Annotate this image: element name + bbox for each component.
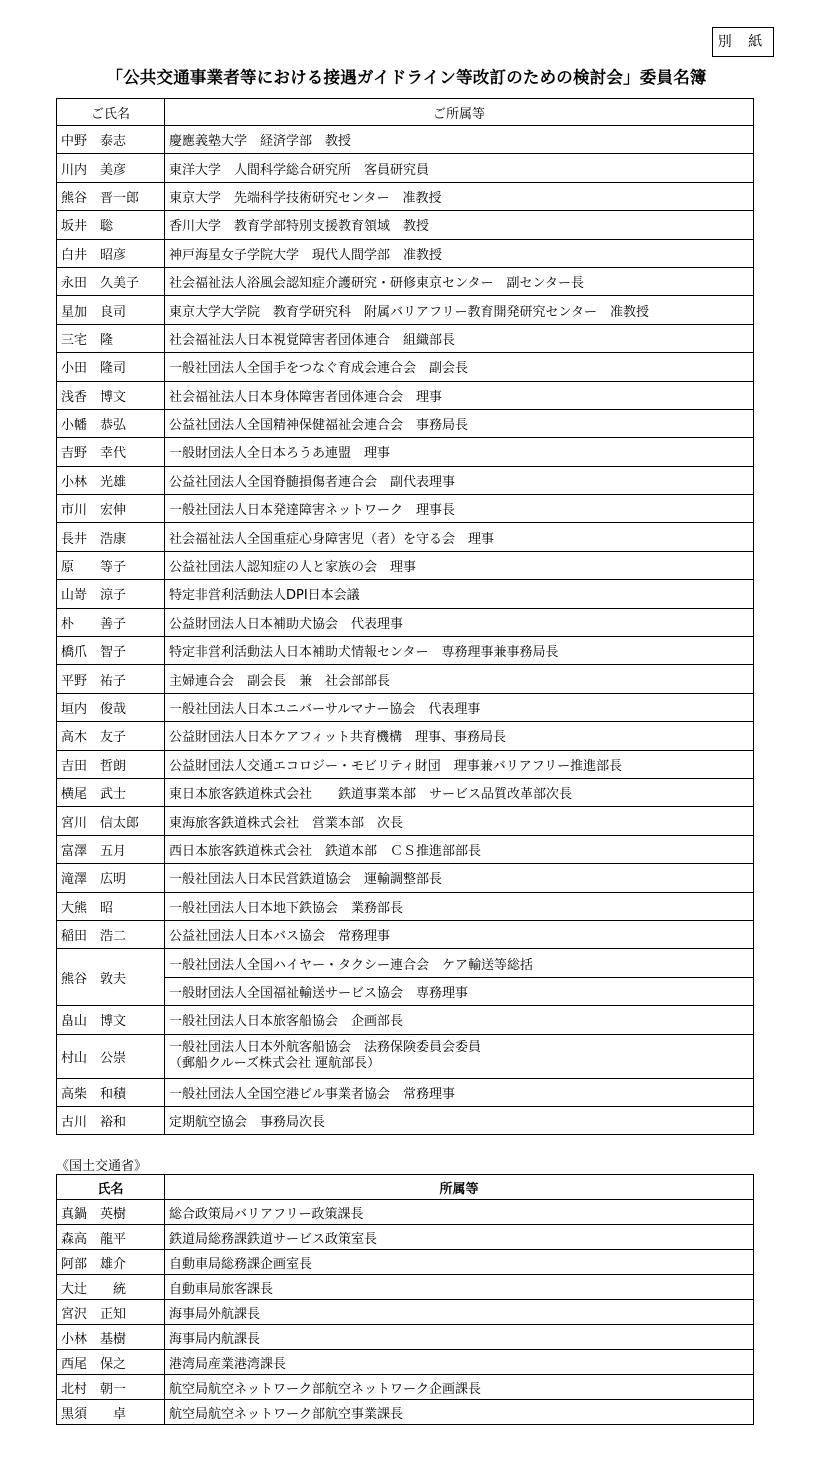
member-affiliation: 航空局航空ネットワーク部航空事業課長 — [165, 1400, 754, 1425]
member-name: 古川 裕和 — [57, 1106, 165, 1134]
member-affiliation: 公益財団法人日本補助犬協会 代表理事 — [165, 608, 754, 636]
member-name: 畠山 博文 — [57, 1006, 165, 1034]
member-affiliation: 東海旅客鉄道株式会社 営業本部 次長 — [165, 807, 754, 835]
member-name: 永田 久美子 — [57, 267, 165, 295]
table-row — [57, 1375, 754, 1400]
member-affiliation: 一般社団法人日本ユニバーサルマナー協会 代表理事 — [165, 693, 754, 721]
member-affiliation: 特定非営利活動法人DPI日本会議 — [165, 580, 754, 608]
member-name: 高木 友子 — [57, 722, 165, 750]
committee-tail — [57, 1078, 754, 1135]
member-affiliation: 神戸海星女子学院大学 現代人間学部 准教授 — [165, 239, 754, 267]
member-affiliation: 西日本旅客鉄道株式会社 鉄道本部 ＣＳ推進部部長 — [165, 835, 754, 863]
member-name: 大熊 昭 — [57, 892, 165, 920]
member-name: 小林 光雄 — [57, 466, 165, 494]
member-affiliation: 東日本旅客鉄道株式会社 鉄道事業本部 サービス品質改革部次長 — [165, 778, 754, 806]
member-affiliation: 自動車局総務課企画室長 — [165, 1250, 754, 1275]
affiliation-line: 一般社団法人日本外航客船協会 法務保険委員会委員 — [169, 1040, 482, 1055]
member-name: 吉田 哲朗 — [57, 750, 165, 778]
member-name: 北村 朝一 — [57, 1375, 165, 1400]
table-header-row — [57, 1175, 754, 1200]
table-row — [57, 864, 754, 892]
member-name: 富澤 五月 — [57, 835, 165, 863]
member-name: 星加 良司 — [57, 296, 165, 324]
member-name: 真鍋 英樹 — [57, 1200, 165, 1225]
member-name: 三宅 隆 — [57, 324, 165, 352]
member-affiliation: 公益社団法人認知症の人と家族の会 理事 — [165, 551, 754, 579]
member-name: 浅香 博文 — [57, 381, 165, 409]
member-affiliation: 一般社団法人全国手をつなぐ育成会連合会 副会長 — [165, 353, 754, 381]
header-affiliation: 所属等 — [165, 1175, 754, 1200]
member-affiliation: 社会福祉法人日本身体障害者団体連合会 理事 — [165, 381, 754, 409]
member-affiliation: 東洋大学 人間科学総合研究所 客員研究員 — [165, 154, 754, 182]
table-row — [57, 1250, 754, 1275]
member-name: 坂井 聡 — [57, 211, 165, 239]
table-row — [57, 665, 754, 693]
member-name: 山嵜 涼子 — [57, 580, 165, 608]
member-name: 黒須 卓 — [57, 1400, 165, 1425]
member-affiliation: 公益社団法人全国精神保健福祉会連合会 事務局長 — [165, 409, 754, 437]
table-row — [57, 1106, 754, 1134]
member-name: 小林 基樹 — [57, 1325, 165, 1350]
member-name: 阿部 雄介 — [57, 1250, 165, 1275]
member-name: 橋爪 智子 — [57, 637, 165, 665]
member-affiliation: 慶應義塾大学 経済学部 教授 — [165, 126, 754, 154]
table-row — [57, 693, 754, 721]
member-affiliation: 公益財団法人交通エコロジー・モビリティ財団 理事兼バリアフリー推進部長 — [165, 750, 754, 778]
member-affiliation: 定期航空協会 事務局次長 — [165, 1106, 754, 1134]
member-affiliation: 一般社団法人全国ハイヤー・タクシー連合会 ケア輸送等総括 — [165, 949, 754, 977]
member-name: 宮川 信太郎 — [57, 807, 165, 835]
table-row — [57, 154, 754, 182]
attachment-label: 別 紙 — [712, 27, 774, 57]
member-name: 熊谷 晋一郎 — [57, 182, 165, 210]
table-row — [57, 778, 754, 806]
member-name: 中野 泰志 — [57, 126, 165, 154]
table-row — [57, 523, 754, 551]
table-row — [57, 1350, 754, 1375]
ministry-table — [56, 1174, 754, 1425]
header-name: ご氏名 — [57, 99, 165, 126]
table-row — [57, 239, 754, 267]
ministry-body — [57, 1200, 754, 1425]
member-affiliation: 社会福祉法人浴風会認知症介護研究・研修東京センター 副センター長 — [165, 267, 754, 295]
ministry-section-label: 《国土交通省》 — [56, 1159, 148, 1174]
table-row — [57, 324, 754, 352]
member-affiliation: 特定非営利活動法人日本補助犬情報センター 専務理事兼事務局長 — [165, 637, 754, 665]
table-row — [57, 807, 754, 835]
member-affiliation: 一般社団法人日本発達障害ネットワーク 理事長 — [165, 495, 754, 523]
table-row — [57, 211, 754, 239]
member-name: 滝澤 広明 — [57, 864, 165, 892]
member-affiliation: 公益社団法人全国脊髄損傷者連合会 副代表理事 — [165, 466, 754, 494]
member-affiliation: 海事局内航課長 — [165, 1325, 754, 1350]
table-row — [57, 381, 754, 409]
member-affiliation: 鉄道局総務課鉄道サービス政策室長 — [165, 1225, 754, 1250]
page-title: 「公共交通事業者等における接遇ガイドライン等改訂のための検討会」委員名簿 — [106, 68, 707, 87]
member-name: 平野 祐子 — [57, 665, 165, 693]
member-affiliation: 社会福祉法人全国重症心身障害児（者）を守る会 理事 — [165, 523, 754, 551]
table-row — [57, 835, 754, 863]
member-affiliation: 一般社団法人日本旅客船協会 企画部長 — [165, 1006, 754, 1034]
member-name: 高柴 和積 — [57, 1078, 165, 1106]
member-name: 朴 善子 — [57, 608, 165, 636]
member-name: 宮沢 正知 — [57, 1300, 165, 1325]
table-row — [57, 182, 754, 210]
table-row — [57, 637, 754, 665]
member-affiliation: 航空局航空ネットワーク部航空ネットワーク企画課長 — [165, 1375, 754, 1400]
table-row — [57, 466, 754, 494]
member-name: 森高 龍平 — [57, 1225, 165, 1250]
member-affiliation: 公益財団法人日本ケアフィット共育機構 理事、事務局長 — [165, 722, 754, 750]
table-row — [57, 1275, 754, 1300]
table-row — [57, 949, 754, 977]
table-row — [57, 126, 754, 154]
member-name: 原 等子 — [57, 551, 165, 579]
table-header-row — [57, 99, 754, 126]
member-affiliation: 公益社団法人日本バス協会 常務理事 — [165, 920, 754, 948]
table-row — [57, 353, 754, 381]
table-row — [57, 1400, 754, 1425]
member-affiliation: 主婦連合会 副会長 兼 社会部部長 — [165, 665, 754, 693]
member-affiliation: 海事局外航課長 — [165, 1300, 754, 1325]
table-row — [57, 409, 754, 437]
table-row — [57, 920, 754, 948]
table-row — [57, 1006, 754, 1034]
member-name: 小幡 恭弘 — [57, 409, 165, 437]
member-affiliation: 東京大学 先端科学技術研究センター 准教授 — [165, 182, 754, 210]
table-row — [57, 608, 754, 636]
member-affiliation: 一般財団法人全日本ろうあ連盟 理事 — [165, 438, 754, 466]
member-affiliation: 社会福祉法人日本視覚障害者団体連合 組織部長 — [165, 324, 754, 352]
member-name: 大辻 統 — [57, 1275, 165, 1300]
member-name: 白井 昭彦 — [57, 239, 165, 267]
member-name: 川内 美彦 — [57, 154, 165, 182]
table-row — [57, 267, 754, 295]
member-name: 吉野 幸代 — [57, 438, 165, 466]
table-row — [57, 551, 754, 579]
header-affiliation: ご所属等 — [165, 99, 754, 126]
table-row — [57, 1078, 754, 1106]
table-row — [57, 892, 754, 920]
member-name: 市川 宏伸 — [57, 495, 165, 523]
table-row — [57, 438, 754, 466]
member-affiliation: 一般社団法人日本民営鉄道協会 運輸調整部長 — [165, 864, 754, 892]
member-name: 垣内 俊哉 — [57, 693, 165, 721]
header-name: 氏名 — [57, 1175, 165, 1200]
member-affiliation: 一般財団法人全国福祉輸送サービス協会 専務理事 — [165, 977, 754, 1005]
table-row — [57, 750, 754, 778]
table-row — [57, 1300, 754, 1325]
member-affiliation: 自動車局旅客課長 — [165, 1275, 754, 1300]
member-affiliation: 一般社団法人日本地下鉄協会 業務部長 — [165, 892, 754, 920]
table-row — [57, 580, 754, 608]
table-row — [57, 722, 754, 750]
committee-body — [57, 126, 754, 949]
member-name: 小田 隆司 — [57, 353, 165, 381]
member-name: 熊谷 敦夫 — [57, 949, 165, 1006]
member-affiliation — [165, 1034, 754, 1078]
table-row — [57, 495, 754, 523]
member-affiliation: 東京大学大学院 教育学研究科 附属バリアフリー教育開発研究センター 准教授 — [165, 296, 754, 324]
member-affiliation: 香川大学 教育学部特別支援教育領域 教授 — [165, 211, 754, 239]
table-row — [57, 1034, 754, 1078]
table-row — [57, 1200, 754, 1225]
member-name: 横尾 武士 — [57, 778, 165, 806]
member-affiliation: 港湾局産業港湾課長 — [165, 1350, 754, 1375]
table-row — [57, 296, 754, 324]
affiliation-line: （郵船クルーズ株式会社 運航部長） — [169, 1056, 381, 1071]
member-affiliation: 総合政策局バリアフリー政策課長 — [165, 1200, 754, 1225]
table-row — [57, 1225, 754, 1250]
member-name: 西尾 保之 — [57, 1350, 165, 1375]
member-name: 村山 公崇 — [57, 1034, 165, 1078]
table-row — [57, 1325, 754, 1350]
member-name: 長井 浩康 — [57, 523, 165, 551]
member-name: 稲田 浩二 — [57, 920, 165, 948]
member-affiliation: 一般社団法人全国空港ビル事業者協会 常務理事 — [165, 1078, 754, 1106]
committee-members-table — [56, 98, 754, 1135]
